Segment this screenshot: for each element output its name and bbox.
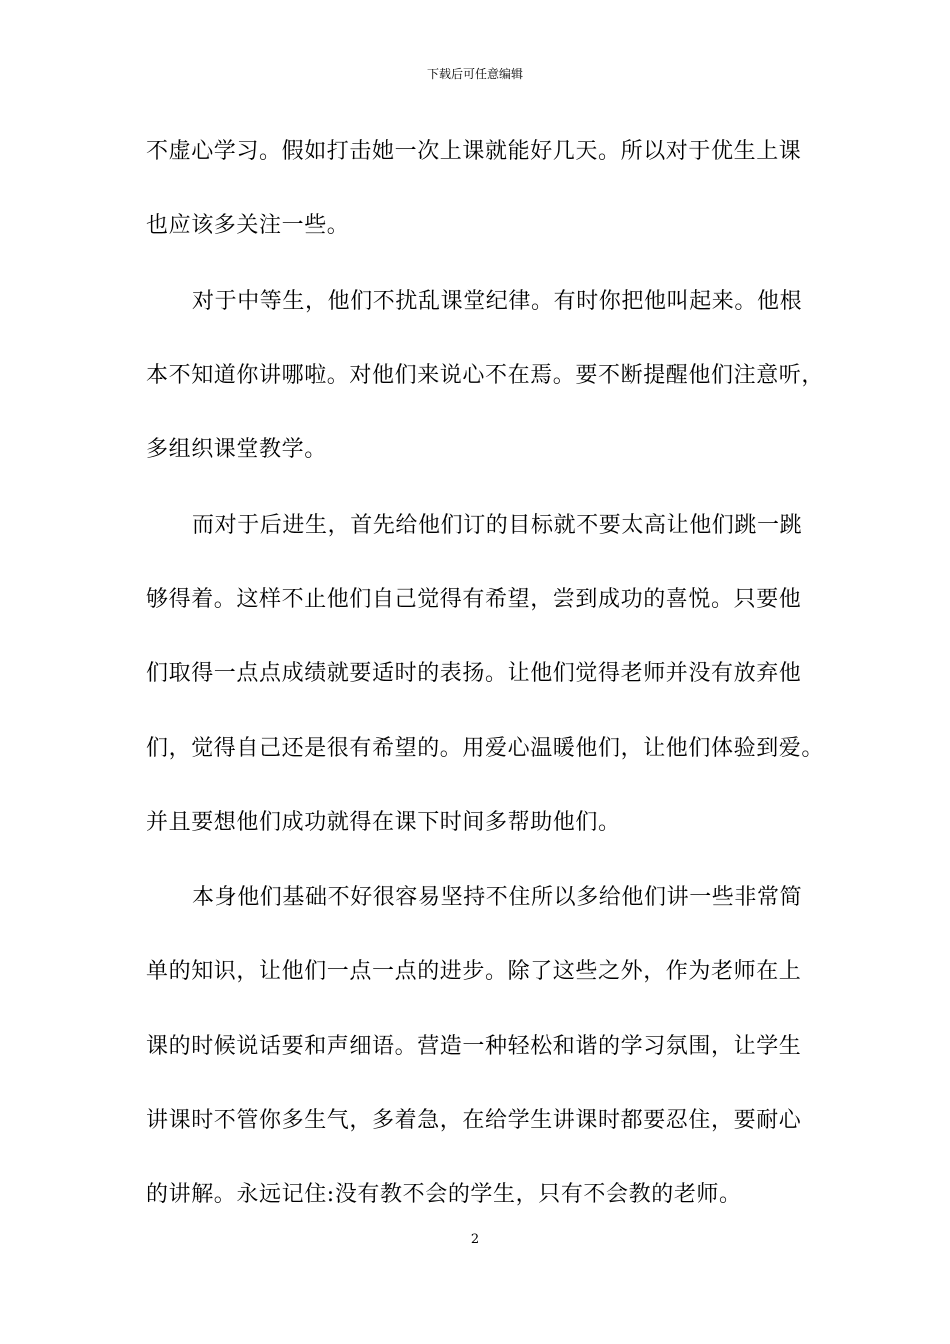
text-line-6: 而对于后进生，首先给他们订的目标就不要太高让他们跳一跳 <box>192 513 803 538</box>
page-header: 下载后可任意编辑 <box>426 67 523 81</box>
text-line-7: 够得着。这样不止他们自己觉得有希望，尝到成功的喜悦。只要他 <box>146 587 802 612</box>
text-line-10: 并且要想他们成功就得在课下时间多帮助他们。 <box>146 810 621 835</box>
page-number: 2 <box>470 1232 480 1247</box>
text-line-8: 们取得一点点成绩就要适时的表扬。让他们觉得老师并没有放弃他 <box>146 661 802 686</box>
text-line-9: 们，觉得自己还是很有希望的。用爱心温暖他们，让他们体验到爱。 <box>146 736 825 761</box>
text-line-3: 对于中等生，他们不扰乱课堂纪律。有时你把他叫起来。他根 <box>192 289 803 314</box>
text-line-5: 多组织课堂教学。 <box>146 437 327 462</box>
text-line-12: 单的知识，让他们一点一点的进步。除了这些之外，作为老师在上 <box>146 959 802 984</box>
text-line-14: 讲课时不管你多生气，多着急，在给学生讲课时都要忍住，要耐心 <box>146 1108 802 1133</box>
text-line-4: 本不知道你讲哪啦。对他们来说心不在焉。要不断提醒他们注意听， <box>146 363 825 388</box>
text-line-13: 课的时候说话要和声细语。营造一种轻松和谐的学习氛围，让学生 <box>146 1034 802 1059</box>
text-line-15: 的讲解。永远记住:没有教不会的学生，只有不会教的老师。 <box>146 1182 742 1207</box>
text-line-2: 也应该多关注一些。 <box>146 213 350 238</box>
text-line-1: 不虚心学习。假如打击她一次上课就能好几天。所以对于优生上课 <box>146 139 802 164</box>
text-line-11: 本身他们基础不好很容易坚持不住所以多给他们讲一些非常简 <box>192 885 803 910</box>
